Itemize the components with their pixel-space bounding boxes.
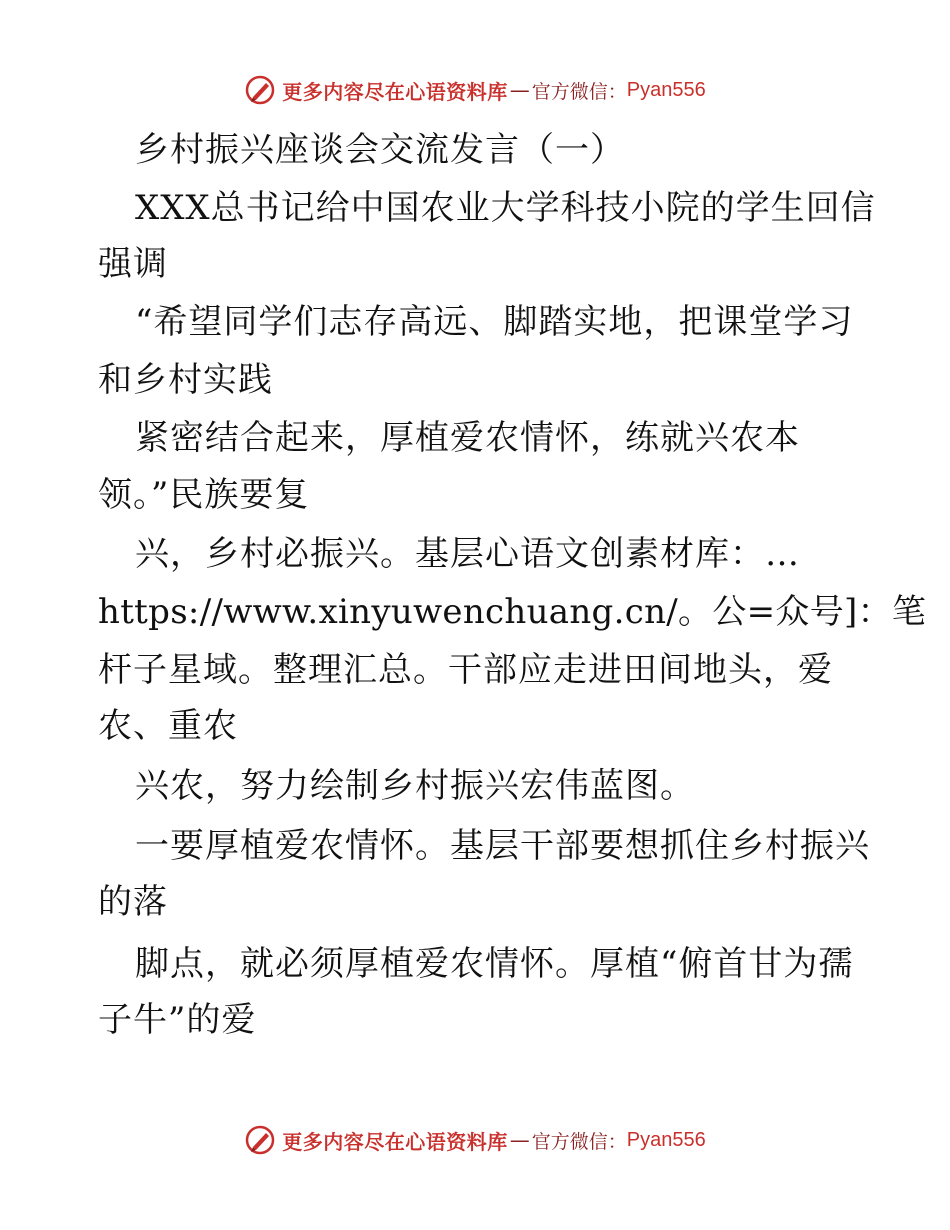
footer-banner	[0, 1120, 950, 1160]
body-line: 一要厚植爱农情怀。基层干部要想抓住乡村振兴	[135, 826, 870, 866]
body-line: 杆子星域。整理汇总。干部应走进田间地头，爱	[98, 650, 833, 690]
footer-wechat-account: Pyan556	[626, 1128, 706, 1151]
body-line: XXX总书记给中国农业大学科技小院的学生回信	[135, 188, 876, 228]
header-site-text: 更多内容尽在心语资料库	[282, 79, 508, 104]
document-title: 乡村振兴座谈会交流发言（一）	[135, 130, 625, 170]
body-line: 紧密结合起来，厚植爱农情怀，练就兴农本	[135, 418, 800, 458]
body-line: 脚点，就必须厚植爱农情怀。厚植“俯首甘为孺	[135, 944, 854, 984]
body-line: “希望同学们志存高远、脚踏实地，把课堂学习	[135, 302, 854, 342]
body-line: 强调	[98, 244, 168, 284]
header-wechat-account: Pyan556	[626, 78, 706, 101]
footer-site-text: 更多内容尽在心语资料库	[282, 1129, 508, 1154]
pen-logo-icon	[244, 1124, 276, 1156]
header-wechat-label: 官方微信：	[531, 80, 627, 103]
footer-wechat-label: 官方微信：	[531, 1130, 627, 1153]
body-line: 和乡村实践	[98, 360, 273, 400]
footer-separator: —	[509, 1128, 530, 1152]
body-line: 农、重农	[98, 706, 238, 746]
header-separator: —	[509, 78, 530, 102]
body-line: 兴农，努力绘制乡村振兴宏伟蓝图。	[135, 766, 695, 806]
body-line: 的落	[98, 882, 168, 922]
body-line: 领。”民族要复	[98, 475, 310, 515]
body-line: 子牛”的爱	[98, 1000, 257, 1040]
body-line: 兴，乡村必振兴。基层心语文创素材库：…	[135, 534, 800, 574]
body-line: https://www.xinyuwenchuang.cn/。公=众号]：笔	[98, 592, 927, 632]
